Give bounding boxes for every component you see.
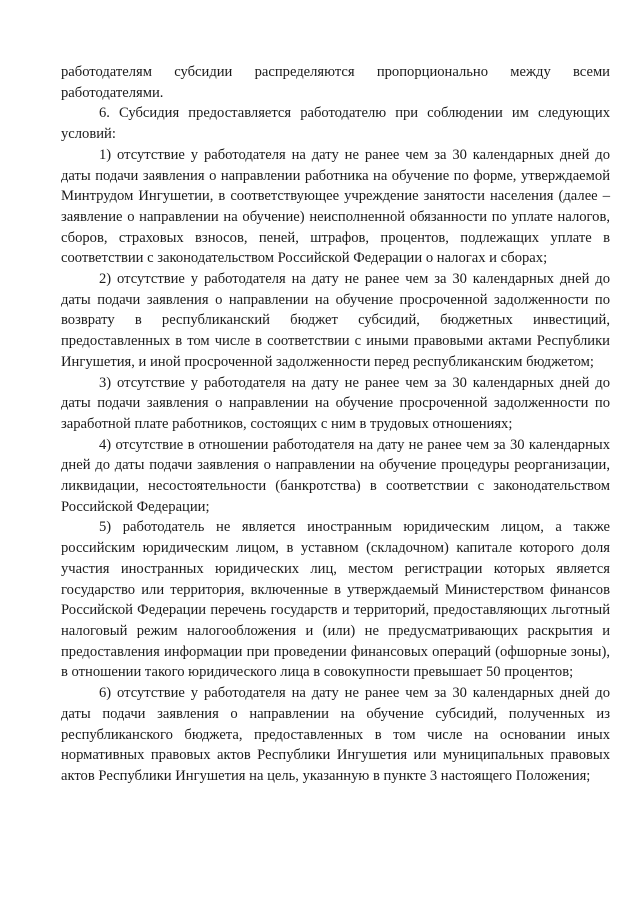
paragraph-item-6: 6) отсутствие у работодателя на дату не ранее чем за 30 календарных дней до даты подачи заявления о направлении на обучение субсидий, полученных из республиканского бюджета, предоставленных в том числе на основании иных нормативных правовых актов Республики Ингушетия или муниципальных правовых актов Республики Ингушетия на цель, указанную в пункте 3 настоящего Положения; xyxy=(61,685,610,784)
paragraph-item-2: 2) отсутствие у работодателя на дату не ранее чем за 30 календарных дней до даты подачи заявления о направлении на обучение просроченной задолженности по возврату в республиканский бюджет субсидий, бюджетных инвестиций, предоставленных в том числе в соответствии с иными правовыми актами Республики Ингушетия, и иной просроченной задолженности перед республиканским бюджетом; xyxy=(61,271,610,370)
paragraph-item-1: 1) отсутствие у работодателя на дату не ранее чем за 30 календарных дней до даты подачи заявления о направлении работника на обучение по форме, утверждаемой Минтрудом Ингушетии, в соответствующее учреждение занятости населения (далее – заявление о направлении на обучение) неисполненной обязанности по уплате налогов, сборов, страховых взносов, пеней, штрафов, процентов, подлежащих уплате в соответствии с законодательством Российской Федерации о налогах и сборах; xyxy=(61,146,610,267)
paragraph-clause-6: 6. Субсидия предоставляется работодателю при соблюдении им следующих условий: xyxy=(61,105,610,143)
document-page xyxy=(61,62,610,787)
paragraph-item-3: 3) отсутствие у работодателя на дату не ранее чем за 30 календарных дней до даты подачи заявления о направлении на обучение просроченной задолженности по заработной плате работников, состоящих с ним в трудовых отношениях; xyxy=(61,374,610,432)
paragraph-continuation: работодателям субсидии распределяются пропорционально между всеми работодателями. xyxy=(61,64,610,101)
paragraph-item-4: 4) отсутствие в отношении работодателя на дату не ранее чем за 30 календарных дней до даты подачи заявления о направлении на обучение процедуры реорганизации, ликвидации, несостоятельности (банкротства) в соответствии с законодательством Российской Федерации; xyxy=(61,436,610,515)
paragraph-item-5: 5) работодатель не является иностранным юридическим лицом, а также российским юридическим лицом, в уставном (складочном) капитале которого доля участия иностранных юридических лиц, местом регистрации которых является государство или территория, включенные в утверждаемый Министерством финансов Российской Федерации перечень государств и территорий, предоставляющих льготный налоговый режим налогообложения и (или) не предусматривающих раскрытия и предоставления информации при проведении финансовых операций (офшорные зоны), в отношении такого юридического лица в совокупности превышает 50 процентов; xyxy=(61,519,610,681)
